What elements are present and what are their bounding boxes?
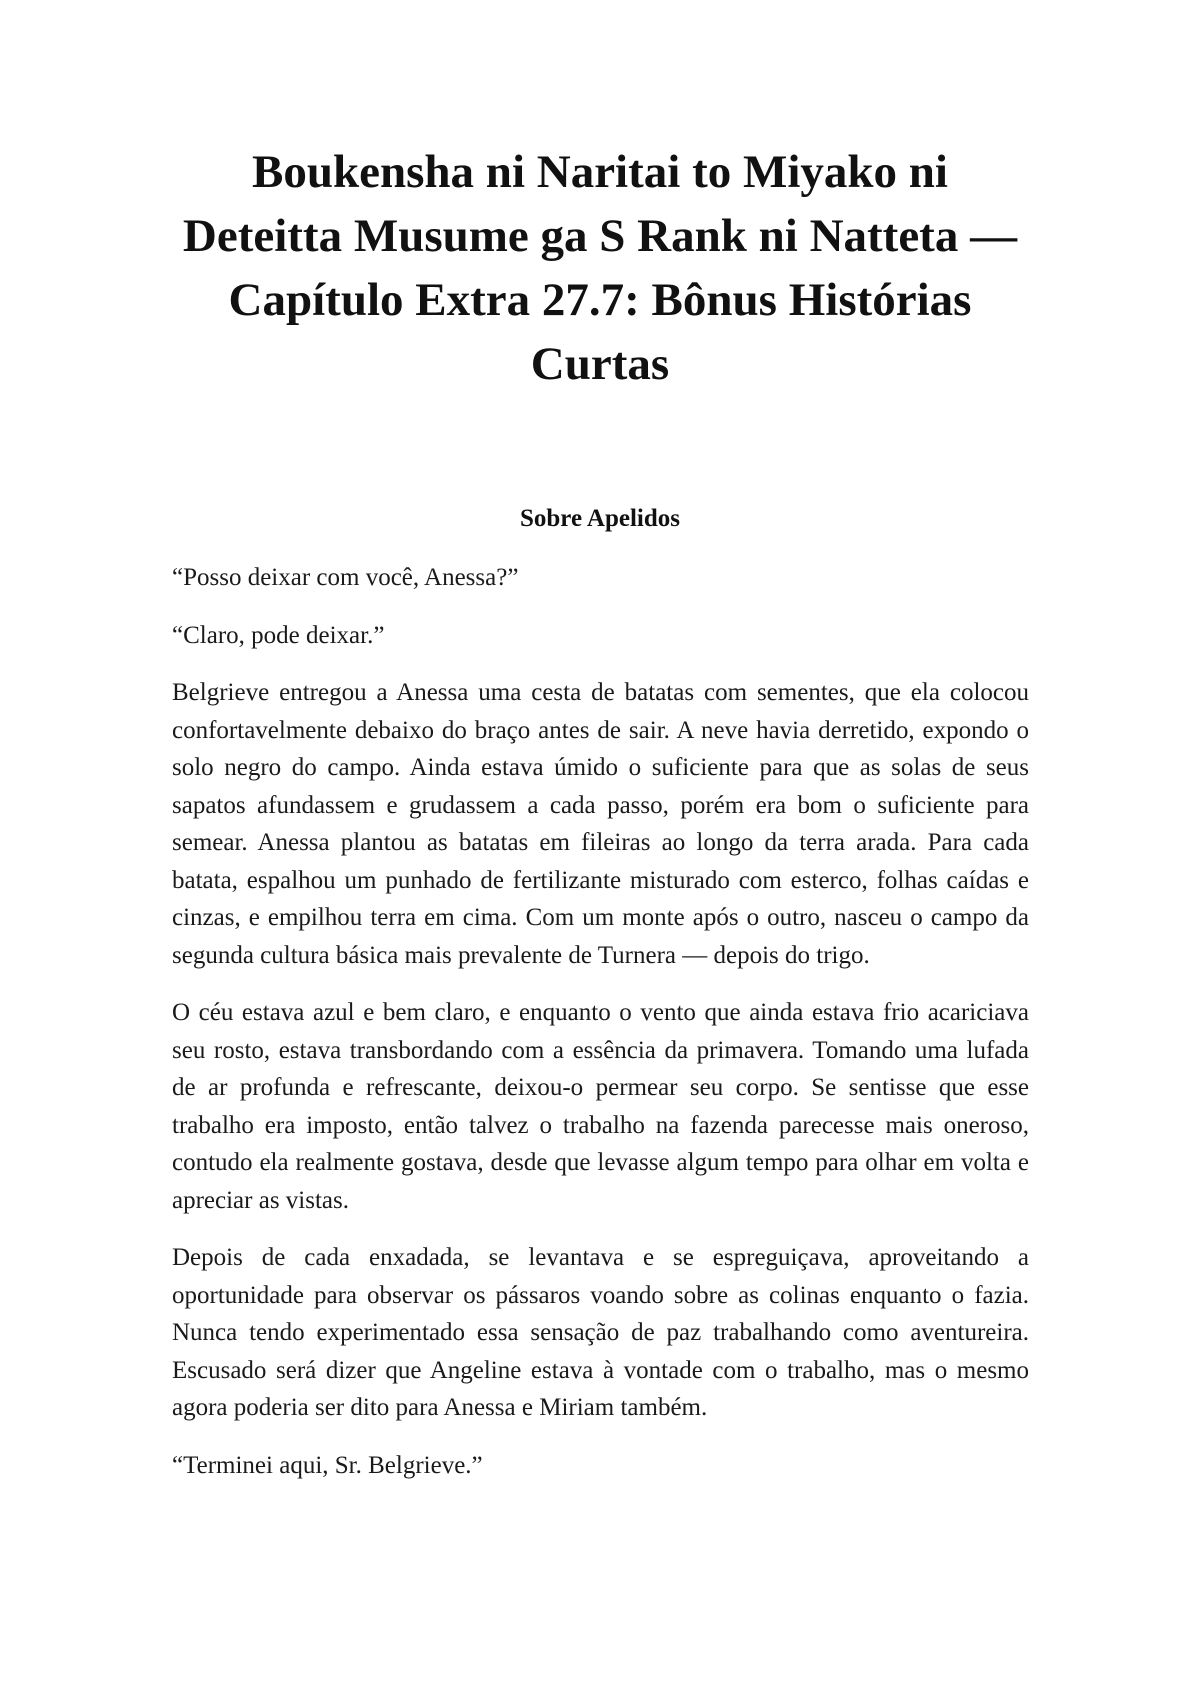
- paragraph: Depois de cada enxadada, se levantava e se espreguiçava, aproveitando a oportunidade para observar os pássaros voando sobre as colinas enquanto o fazia. Nunca tendo experimentado essa sensação de paz trabalhando como aventureira. Escusado será dizer que Angeline estava à vontade com o trabalho, mas o mesmo agora poderia ser dito para Anessa e Miriam também.: [172, 1244, 1029, 1421]
- chapter-title: Boukensha ni Naritai to Miyako ni Deteitta Musume ga S Rank ni Natteta — Capítulo Extra 27.7: Bônus Histórias Curtas: [182, 146, 1018, 390]
- paragraph: “Claro, pode deixar.”: [172, 621, 385, 649]
- section-heading: Sobre Apelidos: [520, 505, 680, 532]
- paragraph: O céu estava azul e bem claro, e enquanto o vento que ainda estava frio acariciava seu rosto, estava transbordando com a essência da primavera. Tomando uma lufada de ar profunda e refrescante, deixou-o permear seu corpo. Se sentisse que esse trabalho era imposto, então talvez o trabalho na fazenda parecesse mais oneroso, contudo ela realmente gostava, desde que levasse algum tempo para olhar em volta e apreciar as vistas.: [172, 999, 1029, 1214]
- paragraph: “Terminei aqui, Sr. Belgrieve.”: [172, 1451, 483, 1479]
- paragraph: Belgrieve entregou a Anessa uma cesta de batatas com sementes, que ela colocou confortavelmente debaixo do braço antes de sair. A neve havia derretido, expondo o solo negro do campo. Ainda estava úmido o suficiente para que as solas de seus sapatos afundassem e grudassem a cada passo, porém era bom o suficiente para semear. Anessa plantou as batatas em fileiras ao longo da terra arada. Para cada batata, espalhou um punhado de fertilizante misturado com esterco, folhas caídas e cinzas, e empilhou terra em cima. Com um monte após o outro, nasceu o campo da segunda cultura básica mais prevalente de Turnera — depois do trigo.: [172, 679, 1029, 969]
- body-text: [172, 559, 1029, 1504]
- paragraph: “Posso deixar com você, Anessa?”: [172, 564, 519, 591]
